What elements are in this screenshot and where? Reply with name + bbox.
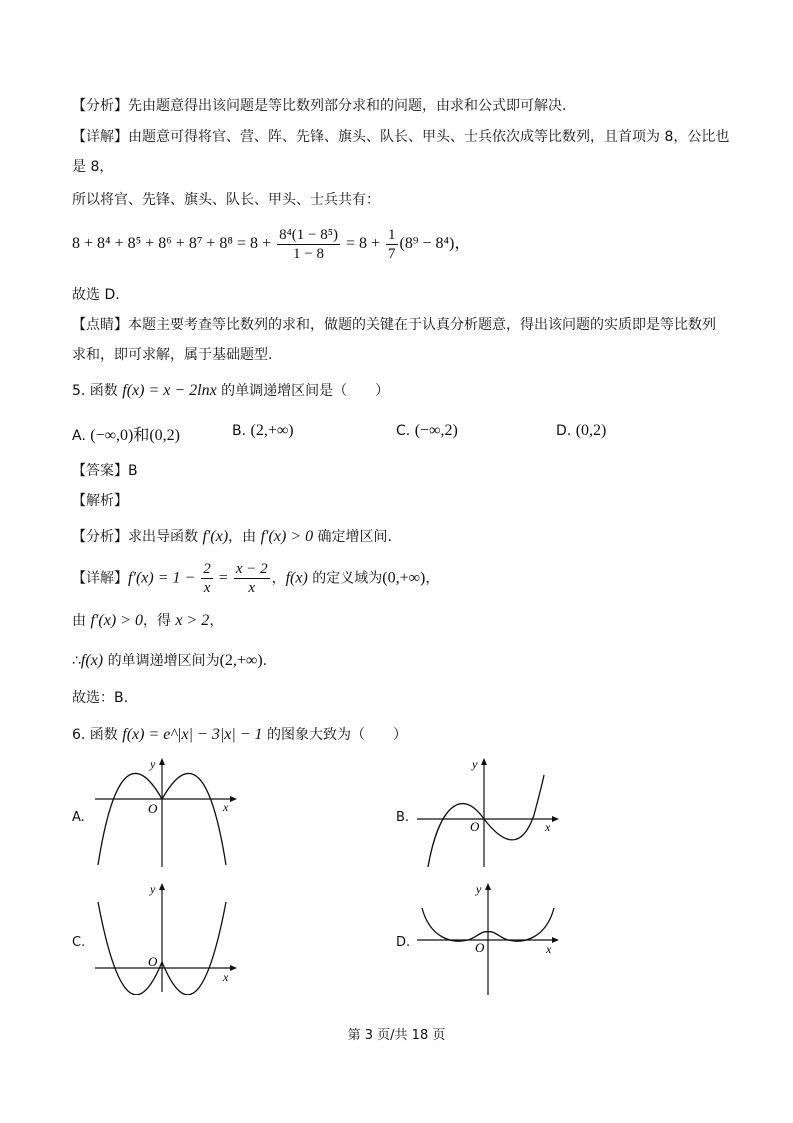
q5-so-text-1: ∴ [72,653,81,669]
eq-frac1-num: 8⁴(1 − 8⁵) [279,227,338,243]
q5-fenxi-text-1: 求出导函数 [128,529,203,545]
q5-stem-post: 的单调递增区间是（ ） [216,383,390,399]
dianjing-text: 本题主要考查等比数列的求和，做题的关键在于认真分析题意，得出该问题的实质即是等比数列 [128,317,716,333]
graph-d-y-label: y [476,882,482,896]
equation-sum [72,226,470,263]
question-5-stem [72,381,389,401]
tag-dianjing: 【点睛】 [72,317,128,333]
tag-xiangjie: 【详解】 [72,129,128,145]
q5-answer: 【答案】B [72,463,138,479]
q6-stem-post: 的图象大致为（ ） [262,727,407,743]
graph-a-y-arrow [159,758,165,765]
eq-fraction-2 [386,226,398,263]
q5-xj-frac2-num: x − 2 [235,561,268,577]
graph-d-x-arrow [552,937,559,943]
eq-frac1-den: 1 − 8 [293,246,324,262]
q5-you-math-1: f′(x) > 0 [90,612,143,629]
q5-fenxi-text-3: 确定增区间. [313,529,393,545]
q5-you-text-3: ， [209,613,224,629]
q5-you [72,611,223,631]
tag-fenxi: 【分析】 [72,98,128,114]
q5-xj-frac1-den: x [203,580,211,596]
graph-b-origin: O [470,819,480,834]
q5-so-math-1: f(x) [80,652,104,669]
q5-fenxi-math-1: f′(x) [202,528,229,545]
q6-stem-pre: 6. 函数 [72,727,123,743]
detail-text: 由题意可得将官、营、阵、先锋、旗头、队长、甲头、士兵依次成等比数列，且首项为 8，公比也 [128,129,730,145]
q5-fenxi-tag: 【分析】 [72,529,128,545]
graph-b-x-label: x [545,820,551,834]
q5-option-a-value: (−∞,0)和(0,2) [90,427,180,444]
q5-so [72,651,267,671]
q5-option-b-value: (2,+∞) [250,422,294,439]
graph-a-origin: O [148,801,158,816]
q5-option-a [72,422,180,445]
graph-a-label: A. [72,810,85,825]
graph-b-x-arrow [552,816,559,822]
graph-d-y-arrow [485,883,491,890]
q5-so-math-2: (2,+∞) [219,652,263,669]
graph-b [412,755,562,870]
q5-option-d-value: (0,2) [575,422,607,439]
graph-c-label: C. [72,935,86,950]
graph-b-y-arrow [481,758,487,765]
graph-d-origin: O [475,940,485,955]
q5-option-d-label: D. [556,423,572,439]
dianjing-paragraph [72,315,716,335]
q5-xiangjie [72,560,439,597]
page-footer: 第 3 页/共 18 页 [347,1028,446,1043]
graph-b-curve [428,775,544,867]
q5-you-math-2: x > 2 [175,612,210,629]
q5-xj-math-3: f(x) [285,569,308,587]
eq-frac2-num: 1 [388,227,396,243]
graph-c-x-arrow [230,965,237,971]
q5-xj-frac-2 [234,560,270,597]
q5-xj-text-1: ， [271,570,286,587]
q5-xj-frac2-den: x [248,580,256,596]
graph-d-label: D. [396,935,411,950]
graph-c-y-label: y [150,882,156,896]
eq-frac2-den: 7 [388,246,396,262]
q5-option-d [556,422,606,440]
q5-xj-frac1-num: 2 [203,561,211,577]
q5-fenxi [72,527,392,547]
graph-c-x-label: x [223,970,229,984]
q5-so-text-3: . [262,653,268,669]
graph-a [90,755,240,870]
q5-so-text-2: 的单调递增区间为 [103,653,220,669]
eq-left: 8 + 8⁴ + 8⁵ + 8⁶ + 8⁷ + 8⁸ = 8 + [72,235,276,253]
choose-d: 故选 D. [72,287,120,303]
detail-paragraph-2: 所以将官、先锋、旗头、队长、甲头、士兵共有： [72,192,380,208]
q5-xj-math-1: f′(x) = 1 − [128,569,200,587]
graph-c [90,880,240,995]
graph-b-y-label: y [472,757,478,771]
q5-you-text-2: ，得 [142,613,176,629]
graph-d [412,880,562,995]
q5-xiangjie-tag: 【详解】 [72,570,128,587]
q5-stem-math: f(x) = x − 2lnx [122,382,217,399]
q5-xj-frac-1 [201,560,213,597]
analysis-text: 先由题意得出该问题是等比数列部分求和的问题，由求和公式即可解决. [128,98,567,114]
graph-a-x-arrow [230,796,237,802]
q5-fenxi-math-2: f′(x) > 0 [260,528,314,545]
question-6-stem [72,725,407,745]
q5-you-text-1: 由 [72,613,91,629]
q5-xj-text-3: ， [425,570,440,587]
dianjing-paragraph-cont: 求和，即可求解，属于基础题型. [72,347,273,363]
graph-c-y-arrow [159,883,165,890]
detail-paragraph-1 [72,127,729,147]
eq-mid: = 8 + [341,235,385,253]
eq-fraction-1 [277,226,340,263]
q5-option-a-label: A. [72,428,86,444]
graph-b-label: B. [396,810,410,825]
q5-analysis-heading: 【解析】 [72,493,128,509]
q5-option-c-label: C. [396,423,411,439]
q5-option-c-value: (−∞,2) [414,422,458,439]
graph-c-origin: O [148,954,158,969]
analysis-paragraph-1 [72,96,566,116]
q5-choose: 故选：B. [72,690,129,706]
graph-a-y-label: y [150,757,156,771]
q5-stem-pre: 5. 函数 [72,383,123,399]
graph-a-x-label: x [223,800,229,814]
q5-xj-math-4: (0,+∞) [382,569,426,587]
q5-option-b [232,422,294,440]
q5-fenxi-text-2: ，由 [228,529,261,545]
q5-xj-text-2: 的定义域为 [307,570,383,587]
q6-stem-math: f(x) = e^|x| − 3|x| − 1 [122,726,263,743]
detail-paragraph-1-cont: 是 8， [72,159,114,175]
q5-xj-math-2: = [214,569,232,587]
q5-option-b-label: B. [232,423,247,439]
graph-d-x-label: x [546,942,552,956]
q5-option-c [396,422,458,440]
eq-right: (8⁹ − 8⁴)， [399,235,471,253]
